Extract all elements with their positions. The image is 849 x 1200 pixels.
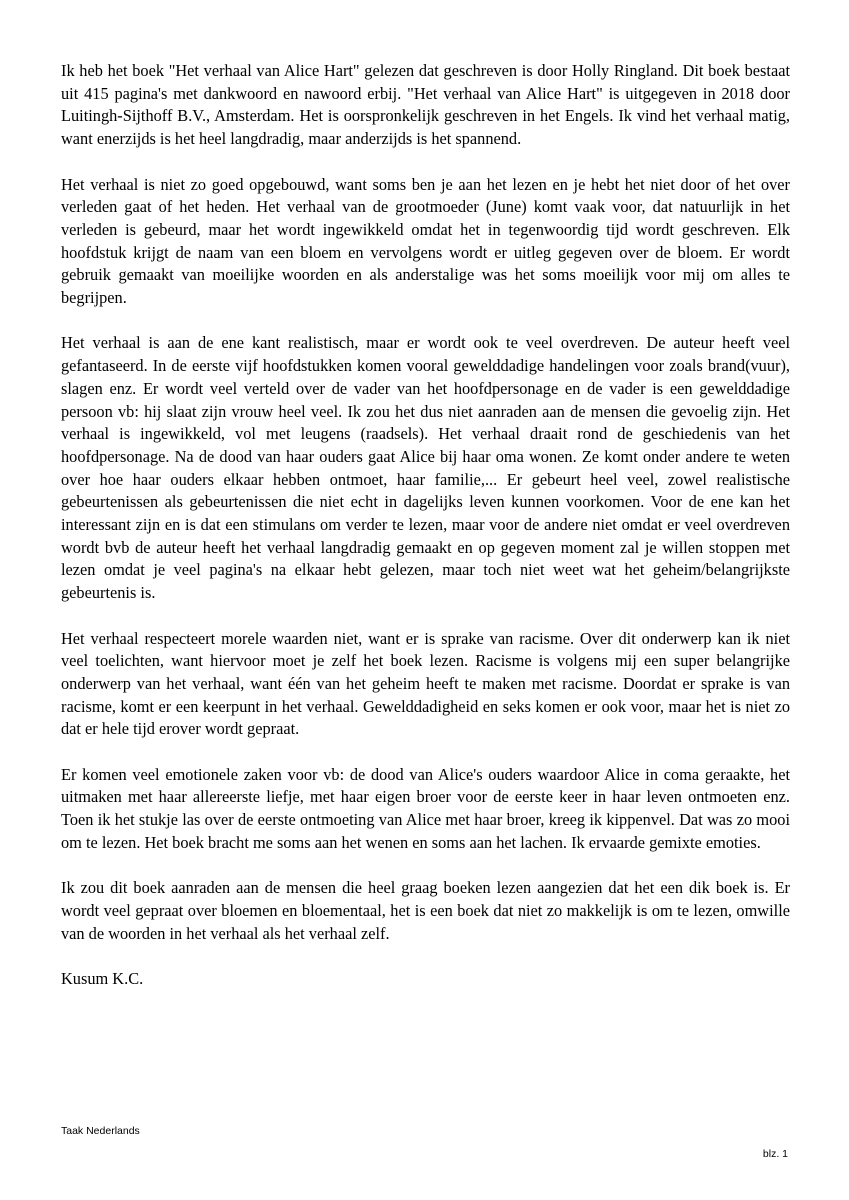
paragraph-introduction: Ik heb het boek "Het verhaal van Alice Hart" gelezen dat geschreven is door Holly Ringland. Dit boek bestaat uit 415 pagina's met dankwoord en nawoord erbij. "Het verhaal van Alice Hart" is uitgegeven in 2018 door Luitingh-Sijthoff B.V., Amsterdam. Het is oorspronkelijk geschreven in het Engels. Ik vind het verhaal matig, want enerzijds is het heel langdradig, maar anderzijds is het spannend. [61,61,790,149]
paragraph-recommendation: Ik zou dit boek aanraden aan de mensen die heel graag boeken lezen aangezien dat het een dik boek is. Er wordt veel gepraat over bloemen en bloementaal, het is een boek dat niet zo makkelijk is om te lezen, omwille van de woorden in het verhaal als het verhaal zelf. [61,878,790,943]
page-number: blz. 1 [762,1148,788,1160]
paragraph-emotions: Er komen veel emotionele zaken voor vb: de dood van Alice's ouders waardoor Alice in coma geraakte, het uitmaken met haar allereerste liefje, met haar eigen broer voor de eerste keer in haar leven ontmoeten enz. Toen ik het stukje las over de eerste ontmoeting van Alice met haar broer, kreeg ik kippenvel. Dat was zo mooi om te lezen. Het boek bracht me soms aan het wenen en soms aan het lachen. Ik ervaarde gemixte emoties. [61,764,790,852]
footer-title: Taak Nederlands [61,1125,140,1137]
paragraph-realism: Het verhaal is aan de ene kant realistisch, maar er wordt ook te veel overdreven. De auteur heeft veel gefantaseerd. In de eerste vijf hoofdstukken komen vooral gewelddadige handelingen voor zoals brand(vuur), slagen enz. Er wordt veel verteld over de vader van het hoofdpersonage en de vader is een gewelddadige persoon vb: hij slaat zijn vrouw heel veel. Ik zou het dus niet aanraden aan de mensen die gevoelig zijn. Het verhaal is ingewikkeld, vol met leugens (raadsels). Het verhaal draait rond de geschiedenis van het hoofdpersonage. Na de dood van haar ouders gaat Alice bij haar oma wonen. Ze komt onder andere te weten over hoe haar ouders elkaar hebben ontmoet, haar familie,... Er gebeurt heel veel, zowel realistische gebeurtenissen als gebeurtenissen die niet echt in dagelijks leven kunnen voorkomen. Voor de ene kan het interessant zijn en is dat een stimulans om verder te lezen, maar voor de andere niet omdat er veel overdreven wordt bvb de auteur heeft het verhaal langdradig gemaakt en op gegeven moment zal je willen stoppen met lezen omdat je veel pagina's na elkaar hebt gelezen, maar toch niet weet wat het geheim/belangrijkste gebeurtenis is. [61,333,790,603]
paragraph-moral-values: Het verhaal respecteert morele waarden niet, want er is sprake van racisme. Over dit onderwerp kan ik niet veel toelichten, want hiervoor moet je zelf het boek lezen. Racisme is volgens mij een super belangrijke onderwerp van het verhaal, want één van het geheim heeft te maken met racisme. Doordat er sprake is van racisme, komt er een keerpunt in het verhaal. Gewelddadigheid en seks komen er ook voor, maar het is niet zo dat er hele tijd erover wordt gepraat. [61,628,790,739]
paragraph-structure: Het verhaal is niet zo goed opgebouwd, want soms ben je aan het lezen en je hebt het niet door of het over verleden gaat of het heden. Het verhaal van de grootmoeder (June) komt vaak voor, dat natuurlijk in het verleden is gebeurd, maar het wordt ingewikkeld omdat het in tegenwoordig tijd wordt geschreven. Elk hoofdstuk krijgt de naam van een bloem en vervolgens wordt er uitleg gegeven over de bloem. Er wordt gebruik gemaakt van moeilijke woorden en als anderstalige was het soms moeilijk voor mij om alles te begrijpen. [61,174,790,308]
author-signature: Kusum K.C. [61,969,144,989]
document-body [61,60,790,1013]
